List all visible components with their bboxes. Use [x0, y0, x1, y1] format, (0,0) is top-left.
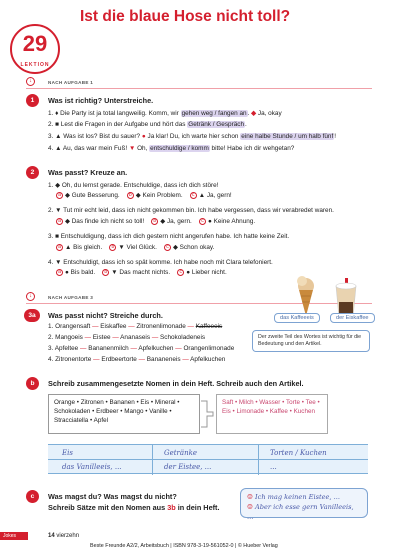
- page-title: Ist die blaue Hose nicht toll?: [80, 8, 291, 25]
- exercise-question: Was passt? Kreuze an.: [48, 168, 128, 177]
- exercise-question: Schreib zusammengesetzte Nomen in dein Heft. Schreib auch den Artikel.: [48, 379, 304, 388]
- exercise-line: 4. ▲ Au, das war mein Fuß! ▼ Oh, entschuldige / komm bitte! Habe ich dir wehgetan?: [48, 145, 295, 152]
- page-number: 14 vierzehn: [48, 533, 80, 539]
- exercise-number: b: [26, 377, 39, 390]
- answer-choice[interactable]: eine halbe Stunde / um halb fünf: [241, 133, 334, 140]
- dialog-prompt: 4. ▼ Entschuldigt, dass ich so spät komme. Ich habe noch mit Clara telefoniert.: [48, 259, 273, 266]
- exercise-number: 3a: [24, 309, 40, 322]
- arrow-down-icon: ↓: [26, 292, 35, 301]
- arrow-down-icon: ↓: [26, 77, 35, 86]
- choice-checkbox[interactable]: a: [56, 244, 63, 251]
- word-row: 4. Zitronentorte — Erdbeertorte — Bananeneis — Apfelkuchen: [48, 356, 226, 363]
- answer-choice[interactable]: Getränk / Gespräch: [188, 121, 245, 128]
- speech-line: ☺ Aber ich esse gern Vanilleeis, ...: [247, 503, 354, 521]
- section-reference: NACH AUFGABE 3: [48, 295, 94, 300]
- table-rule: [258, 445, 259, 475]
- choice-checkbox[interactable]: b: [102, 269, 109, 276]
- exercise-question-line2: Schreib Sätze mit den Nomen aus 3b in dein Heft.: [48, 503, 220, 512]
- choice-checkbox[interactable]: b: [151, 218, 158, 225]
- table-rule: [152, 445, 153, 475]
- footer-credit: Beste Freunde A2/2, Arbeitsbuch | ISBN 978-3-19-561052-0 | © Hueber Verlag: [90, 543, 278, 549]
- word-box-right: Saft • Milch • Wasser • Torte • Tee • Eis • Limonade • Kaffee • Kuchen: [216, 394, 328, 434]
- answer-choice[interactable]: gehen weg / fangen an: [181, 110, 247, 117]
- answer-options: a ◆ Das finde ich nicht so toll! b ◆ Ja, gern. c ● Keine Ahnung.: [56, 217, 255, 225]
- dialog-prompt: 3. ■ Entschuldigung, dass ich dich gestern nicht angerufen habe. Ich hatte keine Zeit.: [48, 233, 290, 240]
- choice-checkbox[interactable]: c: [164, 244, 171, 251]
- word-row: 2. Mangoeis — Eistee — Ananaseis — Schokoladeneis: [48, 334, 206, 341]
- exercise-question: Was ist richtig? Unterstreiche.: [48, 96, 154, 105]
- word-row: 1. Orangensaft — Eiskaffee — Zitronenlimonade — Kaffeeeis: [48, 323, 223, 330]
- grammar-note: Der zweite Teil des Wortes ist wichtig für die Bedeutung und den Artikel.: [252, 330, 370, 352]
- exercise-line: 1. ♦ Die Party ist ja total langweilig. Komm, wir gehen weg / fangen an. ◆ Ja, okay: [48, 110, 282, 117]
- choice-checkbox[interactable]: a: [56, 218, 63, 225]
- table-cell[interactable]: der Eistee, ...: [164, 463, 212, 471]
- choice-checkbox[interactable]: a: [56, 269, 63, 276]
- choice-checkbox[interactable]: a: [56, 192, 63, 199]
- table-cell[interactable]: das Vanilleeis, ...: [62, 463, 122, 471]
- section-reference: NACH AUFGABE 1: [48, 80, 94, 85]
- exercise-question: Was magst du? Was magst du nicht?: [48, 492, 177, 501]
- answer-options: a ▲ Bis gleich. b ▼ Viel Glück. c ◆ Schon okay.: [56, 243, 214, 251]
- exercise-line: 3. ▲ Was ist los? Bist du sauer? ● Ja klar! Du, ich warte hier schon eine halbe Stunde / um halb fünf!: [48, 133, 337, 140]
- label-tag: das Kaffeeeis: [274, 313, 320, 323]
- label-tag: der Eiskaffee: [330, 313, 375, 323]
- word-box-left: Orange • Zitronen • Bananen • Eis • Mineral • Schokoladen • Erdbeer • Mango • Vanille • Stracciatella • Apfel: [48, 394, 200, 434]
- exercise-line: 2. ■ Lest die Fragen in der Aufgabe und hört das Getränk / Gespräch.: [48, 121, 247, 128]
- speech-line: ☺ Ich mag keinen Eistee, ...: [247, 493, 340, 501]
- smiley-icon: ☺: [247, 503, 253, 511]
- answer-options: a ◆ Gute Besserung. b ◆ Kein Problem. c ▲ Ja, gern!: [56, 191, 232, 199]
- exercise-question: Was passt nicht? Streiche durch.: [48, 311, 163, 320]
- dialog-prompt: 1. ◆ Oh, du lernst gerade. Entschuldige, dass ich dich störe!: [48, 182, 219, 189]
- exercise-number: c: [26, 490, 39, 503]
- smiley-icon: ☺: [247, 493, 253, 501]
- footer-tab: Jokes: [0, 532, 28, 540]
- noun-table: [48, 444, 368, 474]
- lesson-label: LEKTION: [20, 62, 50, 68]
- table-header: Torten / Kuchen: [270, 449, 327, 457]
- dialog-prompt: 2. ▼ Tut mir echt leid, dass ich nicht gekommen bin. Ich habe vergessen, dass wir verabredet waren.: [48, 207, 334, 214]
- table-rule: [48, 459, 368, 460]
- exercise-number: 2: [26, 166, 39, 179]
- table-header: Eis: [62, 449, 73, 457]
- table-cell[interactable]: ...: [270, 463, 277, 471]
- choice-checkbox[interactable]: c: [199, 218, 206, 225]
- exercise-number: 1: [26, 94, 39, 107]
- answer-options: a ● Bis bald. b ▼ Das macht nichts. c ● Lieber nicht.: [56, 269, 227, 276]
- struck-word: Kaffeeeis: [195, 323, 223, 330]
- choice-checkbox[interactable]: b: [109, 244, 116, 251]
- divider: [26, 88, 372, 89]
- choice-checkbox[interactable]: b: [127, 192, 134, 199]
- lesson-badge: [10, 24, 60, 74]
- lesson-number: 29: [22, 31, 48, 56]
- table-header: Getränke: [164, 449, 197, 457]
- choice-checkbox[interactable]: c: [190, 192, 197, 199]
- choice-checkbox[interactable]: c: [177, 269, 184, 276]
- answer-choice[interactable]: entschuldige / komm: [150, 145, 209, 152]
- speech-bubble: [240, 488, 368, 521]
- word-row: 3. Apfeltee — Bananenmilch — Apfelkuchen — Orangenlimonade: [48, 345, 235, 352]
